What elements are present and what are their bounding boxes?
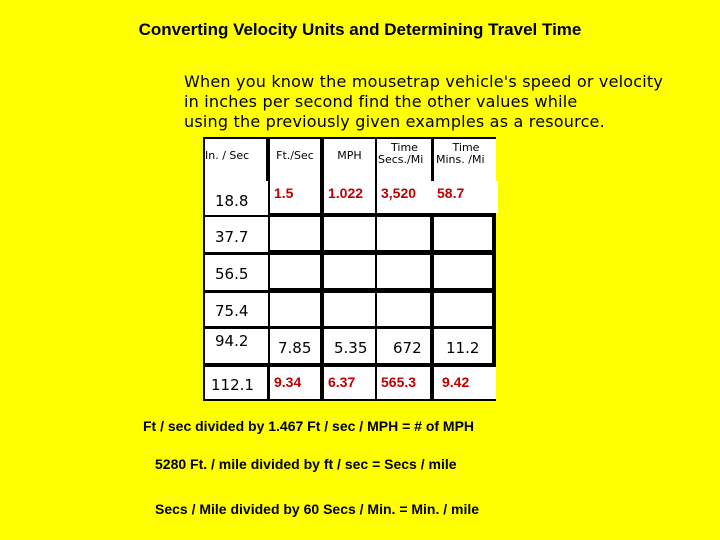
cell-ft-per-sec: 1.5 (270, 181, 320, 213)
instructions-line: using the previously given examples as a resource. (184, 112, 605, 131)
cell-time-secs: 3,520 (377, 181, 430, 213)
header-mph: MPH (324, 139, 375, 181)
cell-mph: 1.022 (324, 181, 375, 213)
header-in-per-sec: In. / Sec (205, 139, 266, 181)
instructions-line: When you know the mousetrap vehicle's speed or velocity (184, 72, 664, 91)
cell-time-mins: 58.7 (429, 181, 498, 213)
blank-cell (377, 217, 430, 250)
header-line: Secs./Mi (378, 153, 424, 166)
cell-in-per-sec: 37.7 (205, 217, 268, 252)
formula-mins-per-mile: Secs / Mile divided by 60 Secs / Min. = Min. / mile (155, 501, 480, 517)
cell-time-secs: 565.3 (377, 367, 430, 399)
cell-in-per-sec: 18.8 (205, 181, 268, 215)
formula-mph: Ft / sec divided by 1.467 Ft / sec / MPH = # of MPH (143, 418, 475, 434)
blank-cell (377, 255, 430, 288)
header-time-mins-per-mile (434, 139, 496, 181)
blank-cell (270, 255, 320, 288)
conversion-table (203, 137, 496, 401)
blank-cell (434, 255, 492, 288)
blank-cell (377, 293, 430, 326)
blank-cell (324, 217, 375, 250)
instructions-line: in inches per second find the other values while (184, 92, 578, 111)
header-line: Time (391, 141, 418, 154)
cell-mph: 6.37 (324, 367, 375, 399)
blank-cell (270, 217, 320, 250)
cell-time-mins: 11.2 (434, 329, 492, 363)
header-line: Time (452, 141, 480, 154)
blank-cell (324, 293, 375, 326)
cell-ft-per-sec: 7.85 (270, 329, 320, 363)
instructions (184, 72, 664, 132)
header-ft-per-sec: Ft./Sec (270, 139, 320, 181)
cell-ft-per-sec: 9.34 (270, 367, 320, 399)
header-line: Mins. /Mi (436, 153, 485, 166)
cell-in-per-sec: 56.5 (205, 255, 268, 290)
blank-cell (434, 293, 492, 326)
cell-time-mins: 9.42 (434, 367, 496, 399)
cell-time-secs: 672 (377, 329, 430, 363)
header-time-secs-per-mile (377, 139, 431, 181)
cell-in-per-sec: 75.4 (205, 293, 268, 326)
blank-cell (434, 217, 492, 250)
formula-secs-per-mile: 5280 Ft. / mile divided by ft / sec = Secs / mile (155, 456, 457, 472)
page-title: Converting Velocity Units and Determining Travel Time (138, 20, 582, 39)
cell-mph: 5.35 (324, 329, 375, 363)
blank-cell (270, 293, 320, 326)
cell-in-per-sec: 112.1 (205, 367, 267, 399)
cell-in-per-sec: 94.2 (205, 329, 268, 363)
blank-cell (324, 255, 375, 288)
